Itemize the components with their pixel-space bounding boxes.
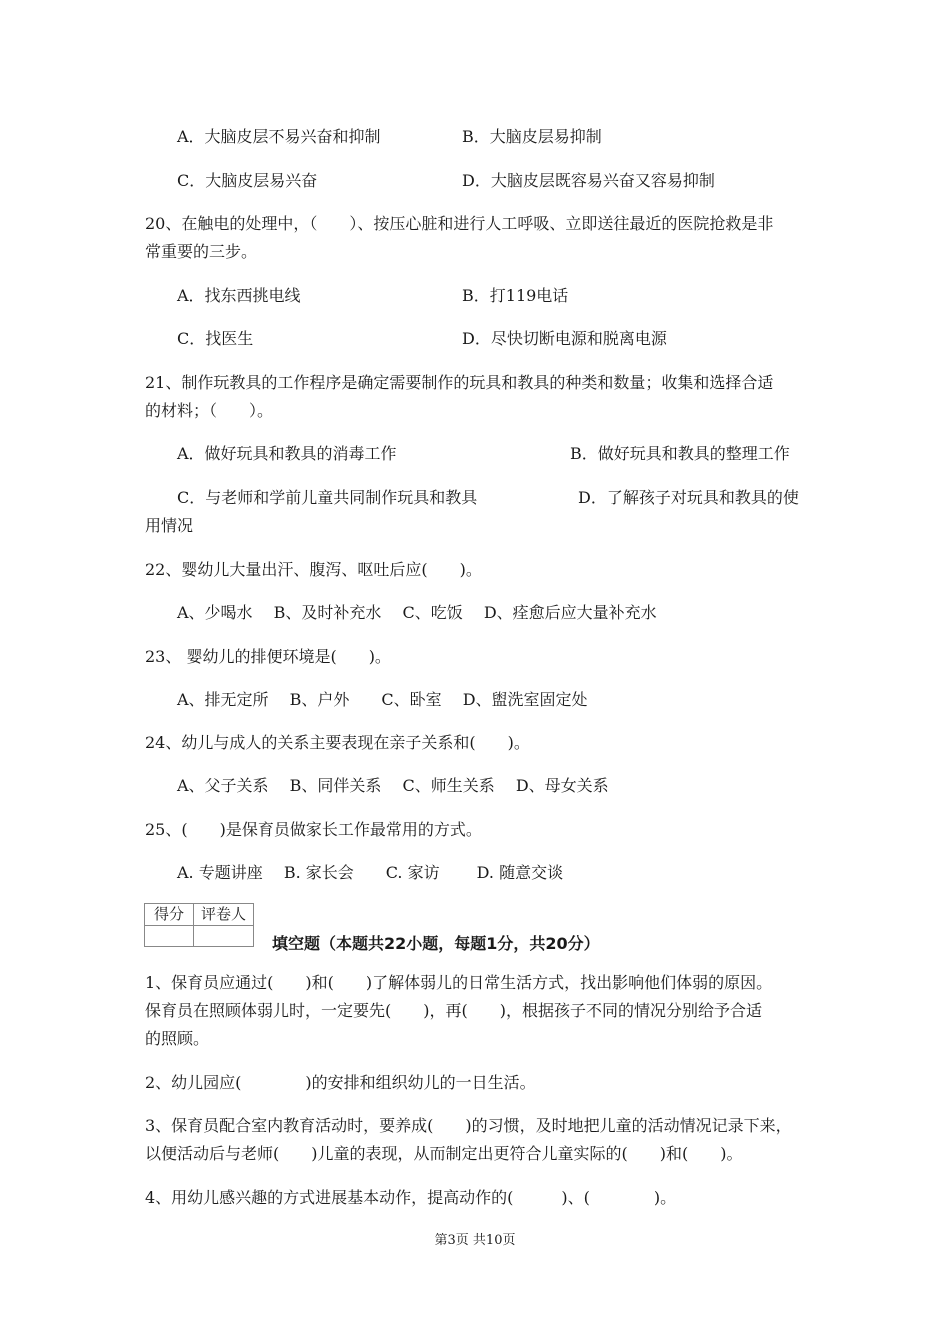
grader-cell (194, 926, 253, 947)
question-text: B．大脑皮层易抑制 (462, 127, 602, 146)
question-text: A、排无定所 B、户外 C、卧室 D、盥洗室固定处 (177, 690, 588, 709)
question-text: A. 专题讲座 B. 家长会 C. 家访 D. 随意交谈 (177, 863, 564, 882)
question-text: 1、保育员应通过( )和( )了解体弱儿的日常生活方式，找出影响他们体弱的原因。 (145, 973, 773, 992)
page-footer: 第3页 共10页 (434, 1233, 516, 1248)
question-text: D．大脑皮层既容易兴奋又容易抑制 (462, 171, 715, 190)
question-text: 2、幼儿园应( )的安排和组织幼儿的一日生活。 (145, 1073, 536, 1092)
question-text: 3、保育员配合室内教育活动时，要养成( )的习惯，及时地把儿童的活动情况记录下来， (145, 1116, 792, 1135)
question-text: 21、制作玩教具的工作程序是确定需要制作的玩具和教具的种类和数量；收集和选择合适 (145, 373, 774, 392)
question-text: C．找医生 (177, 329, 254, 348)
question-text: 24、幼儿与成人的关系主要表现在亲子关系和( )。 (145, 733, 530, 752)
question-text: 的材料；（ ）。 (145, 401, 274, 420)
score-table-header-row (145, 904, 253, 926)
score-cell (145, 926, 194, 947)
question-text: 以便活动后与老师( )儿童的表现，从而制定出更符合儿童实际的( )和( )。 (145, 1144, 743, 1163)
score-table (144, 903, 254, 947)
section-title: 填空题（本题共22小题，每题1分，共20分） (272, 934, 600, 953)
question-text: A．大脑皮层不易兴奋和抑制 (177, 127, 381, 146)
score-header: 得分 (145, 904, 194, 925)
score-table-blank-row (145, 926, 253, 947)
question-text: C．大脑皮层易兴奋 (177, 171, 318, 190)
question-text: 用情况 (145, 516, 194, 535)
question-text: D．尽快切断电源和脱离电源 (462, 329, 667, 348)
question-text: A、父子关系 B、同伴关系 C、师生关系 D、母女关系 (177, 776, 609, 795)
question-text: C．与老师和学前儿童共同制作玩具和教具 (177, 488, 478, 507)
question-text: 4、用幼儿感兴趣的方式进展基本动作，提高动作的( )、( )。 (145, 1188, 677, 1207)
question-text: A、少喝水 B、及时补充水 C、吃饭 D、痊愈后应大量补充水 (177, 603, 657, 622)
question-text: 22、婴幼儿大量出汗、腹泻、呕吐后应( )。 (145, 560, 482, 579)
question-text: 保育员在照顾体弱儿时，一定要先( )，再( )，根据孩子不同的情况分别给予合适 (145, 1001, 762, 1020)
question-text: 25、( )是保育员做家长工作最常用的方式。 (145, 820, 482, 839)
question-text: A．做好玩具和教具的消毒工作 (177, 444, 397, 463)
question-text: 的照顾。 (145, 1029, 210, 1048)
grader-header: 评卷人 (200, 905, 246, 923)
question-text: 常重要的三步。 (145, 242, 258, 261)
question-text: 23、 婴幼儿的排便环境是( )。 (145, 647, 391, 666)
question-text: D．了解孩子对玩具和教具的使 (578, 488, 799, 507)
question-text: 20、在触电的处理中，（ ）、按压心脏和进行人工呼吸、立即送往最近的医院抢救是非 (145, 214, 774, 233)
question-text: B．做好玩具和教具的整理工作 (570, 444, 790, 463)
question-text: B．打119电话 (462, 286, 569, 305)
question-text: A．找东西挑电线 (177, 286, 301, 305)
